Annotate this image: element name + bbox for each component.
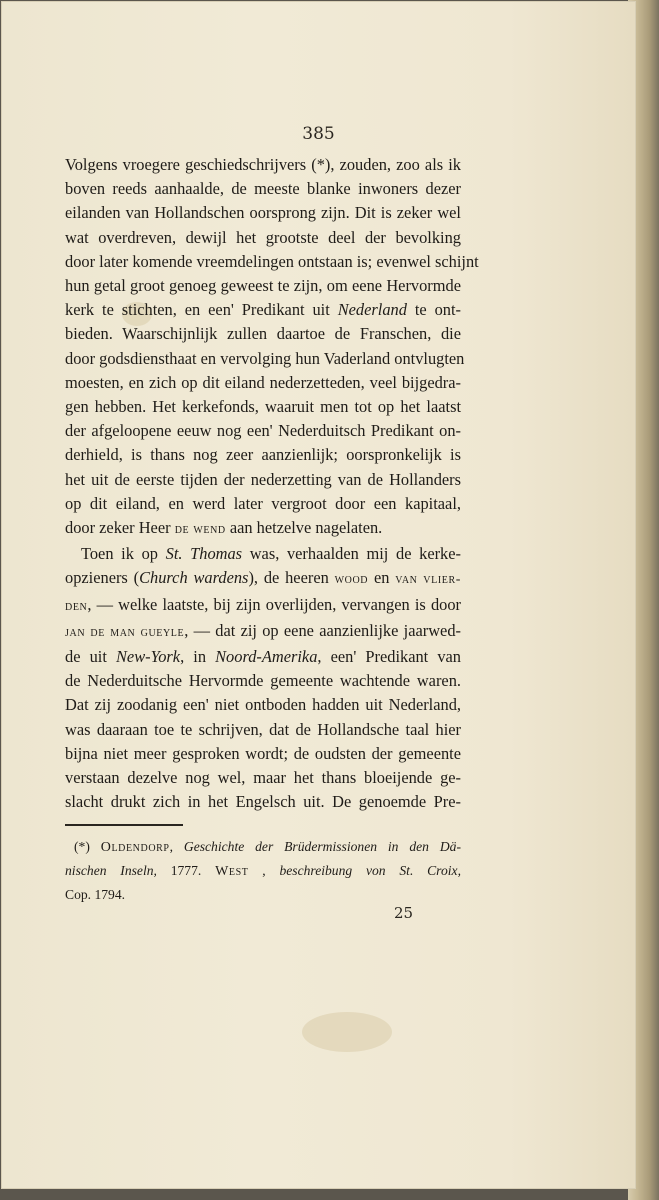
paper-stain [302, 1012, 392, 1052]
text-line: bijna niet meer gesproken wordt; de oudsten der gemeente [65, 743, 461, 763]
text-line: was daaraan toe te schrijven, dat de Hollandsche taal hier [65, 719, 461, 739]
text-line: door zeker Heer de wend aan hetzelve nagelaten. [65, 518, 383, 538]
text-line: derhield, is thans nog zeer aanzienlijk; oorspronkelijk is [65, 445, 461, 465]
text-line: het uit de eerste tijden der nederzetting van de Hollanders [65, 469, 461, 489]
small-caps-name: de wend [174, 522, 226, 538]
footnote-line: nischen Inseln, 1777. West , beschreibung von St. Croix, [65, 863, 461, 879]
italic-title: Geschichte der Brüdermissionen in den Dä- [183, 839, 461, 854]
text-line: moesten, en zich op dit eiland nederzetteden, veel bijgedra- [65, 372, 461, 392]
small-caps-name: van vlier- [395, 572, 461, 588]
italic-place-name: Nederland [337, 300, 407, 320]
small-caps-name: Oldendorp [100, 840, 170, 855]
footnote-line: Cop. 1794. [65, 887, 126, 902]
text-line: boven reeds aanhaalde, de meeste blanke inwoners dezer [65, 179, 461, 199]
book-page [2, 2, 635, 1188]
footnote-line: (*) Oldendorp, Geschichte der Brüdermissionen in den Dä- [74, 839, 461, 855]
text-line: door godsdiensthaat en vervolging hun Vaderland ontvlugten [65, 348, 465, 368]
footnote [65, 835, 461, 906]
text-line: Volgens vroegere geschiedschrijvers (*), zouden, zoo als ik [65, 155, 461, 174]
text-line: der afgeloopene eeuw nog een' Nederduitsch Predikant on- [65, 421, 461, 441]
small-caps-name: den [65, 598, 88, 614]
italic-place-name: Noord-Amerika [215, 647, 318, 667]
text-line: Dat zij zoodanig een' niet ontboden hadden uit Nederland, [65, 695, 461, 715]
text-line: door later komende vreemdelingen ontstaan is; evenwel schijnt [65, 251, 479, 271]
text-line: op dit eiland, en werd later vergroot door een kapitaal, [65, 493, 461, 513]
footnote-divider [65, 824, 183, 826]
italic-title: nischen Inseln, [65, 863, 157, 878]
italic-title: beschreibung von St. Croix, [279, 863, 461, 878]
text-line: hun getal groot genoeg geweest te zijn, om eene Hervormde [65, 276, 461, 296]
text-line: opzieners (Church wardens), de heeren wood en van vlier- [65, 568, 461, 588]
text-line: eilanden van Hollandschen oorsprong zijn. Dit is zeker wel [65, 203, 461, 223]
italic-term: Church wardens [139, 568, 249, 588]
main-text [65, 153, 479, 814]
text-line: wat overdreven, dewijl het grootste deel der bevolking [65, 227, 461, 247]
text-line: slacht drukt zich in het Engelsch uit. De genoemde Pre- [65, 792, 461, 812]
text-line: jan de man gueyle, — dat zij op eene aanzienlijke jaarwed- [65, 620, 461, 640]
italic-place-name: St. Thomas [165, 544, 243, 564]
signature-mark: 25 [394, 904, 414, 922]
italic-place-name: New-York [116, 647, 181, 667]
text-line: de uit New-York, in Noord-Amerika, een' Predikant van [65, 647, 461, 667]
text-line: den, — welke laatste, bij zijn overlijden, vervangen is door [65, 594, 461, 614]
page-number: 385 [302, 124, 335, 144]
small-caps-name: West [215, 864, 249, 879]
text-line: kerk te stichten, en een' Predikant uit Nederland te ont- [65, 300, 461, 320]
small-caps-name: wood [334, 572, 369, 588]
text-line: gen hebben. Het kerkefonds, waaruit men tot op het laatst [65, 397, 461, 417]
text-line: de Nederduitsche Hervormde gemeente wachtende waren. [65, 671, 461, 691]
small-caps-name: jan de man gueyle [65, 624, 185, 640]
text-line: bieden. Waarschijnlijk zullen daartoe de Franschen, die [65, 324, 461, 344]
text-line: verstaan dezelve nog wel, maar het thans bloeijende ge- [65, 768, 461, 788]
text-line: Toen ik op St. Thomas was, verhaalden mij de kerke- [81, 544, 461, 564]
